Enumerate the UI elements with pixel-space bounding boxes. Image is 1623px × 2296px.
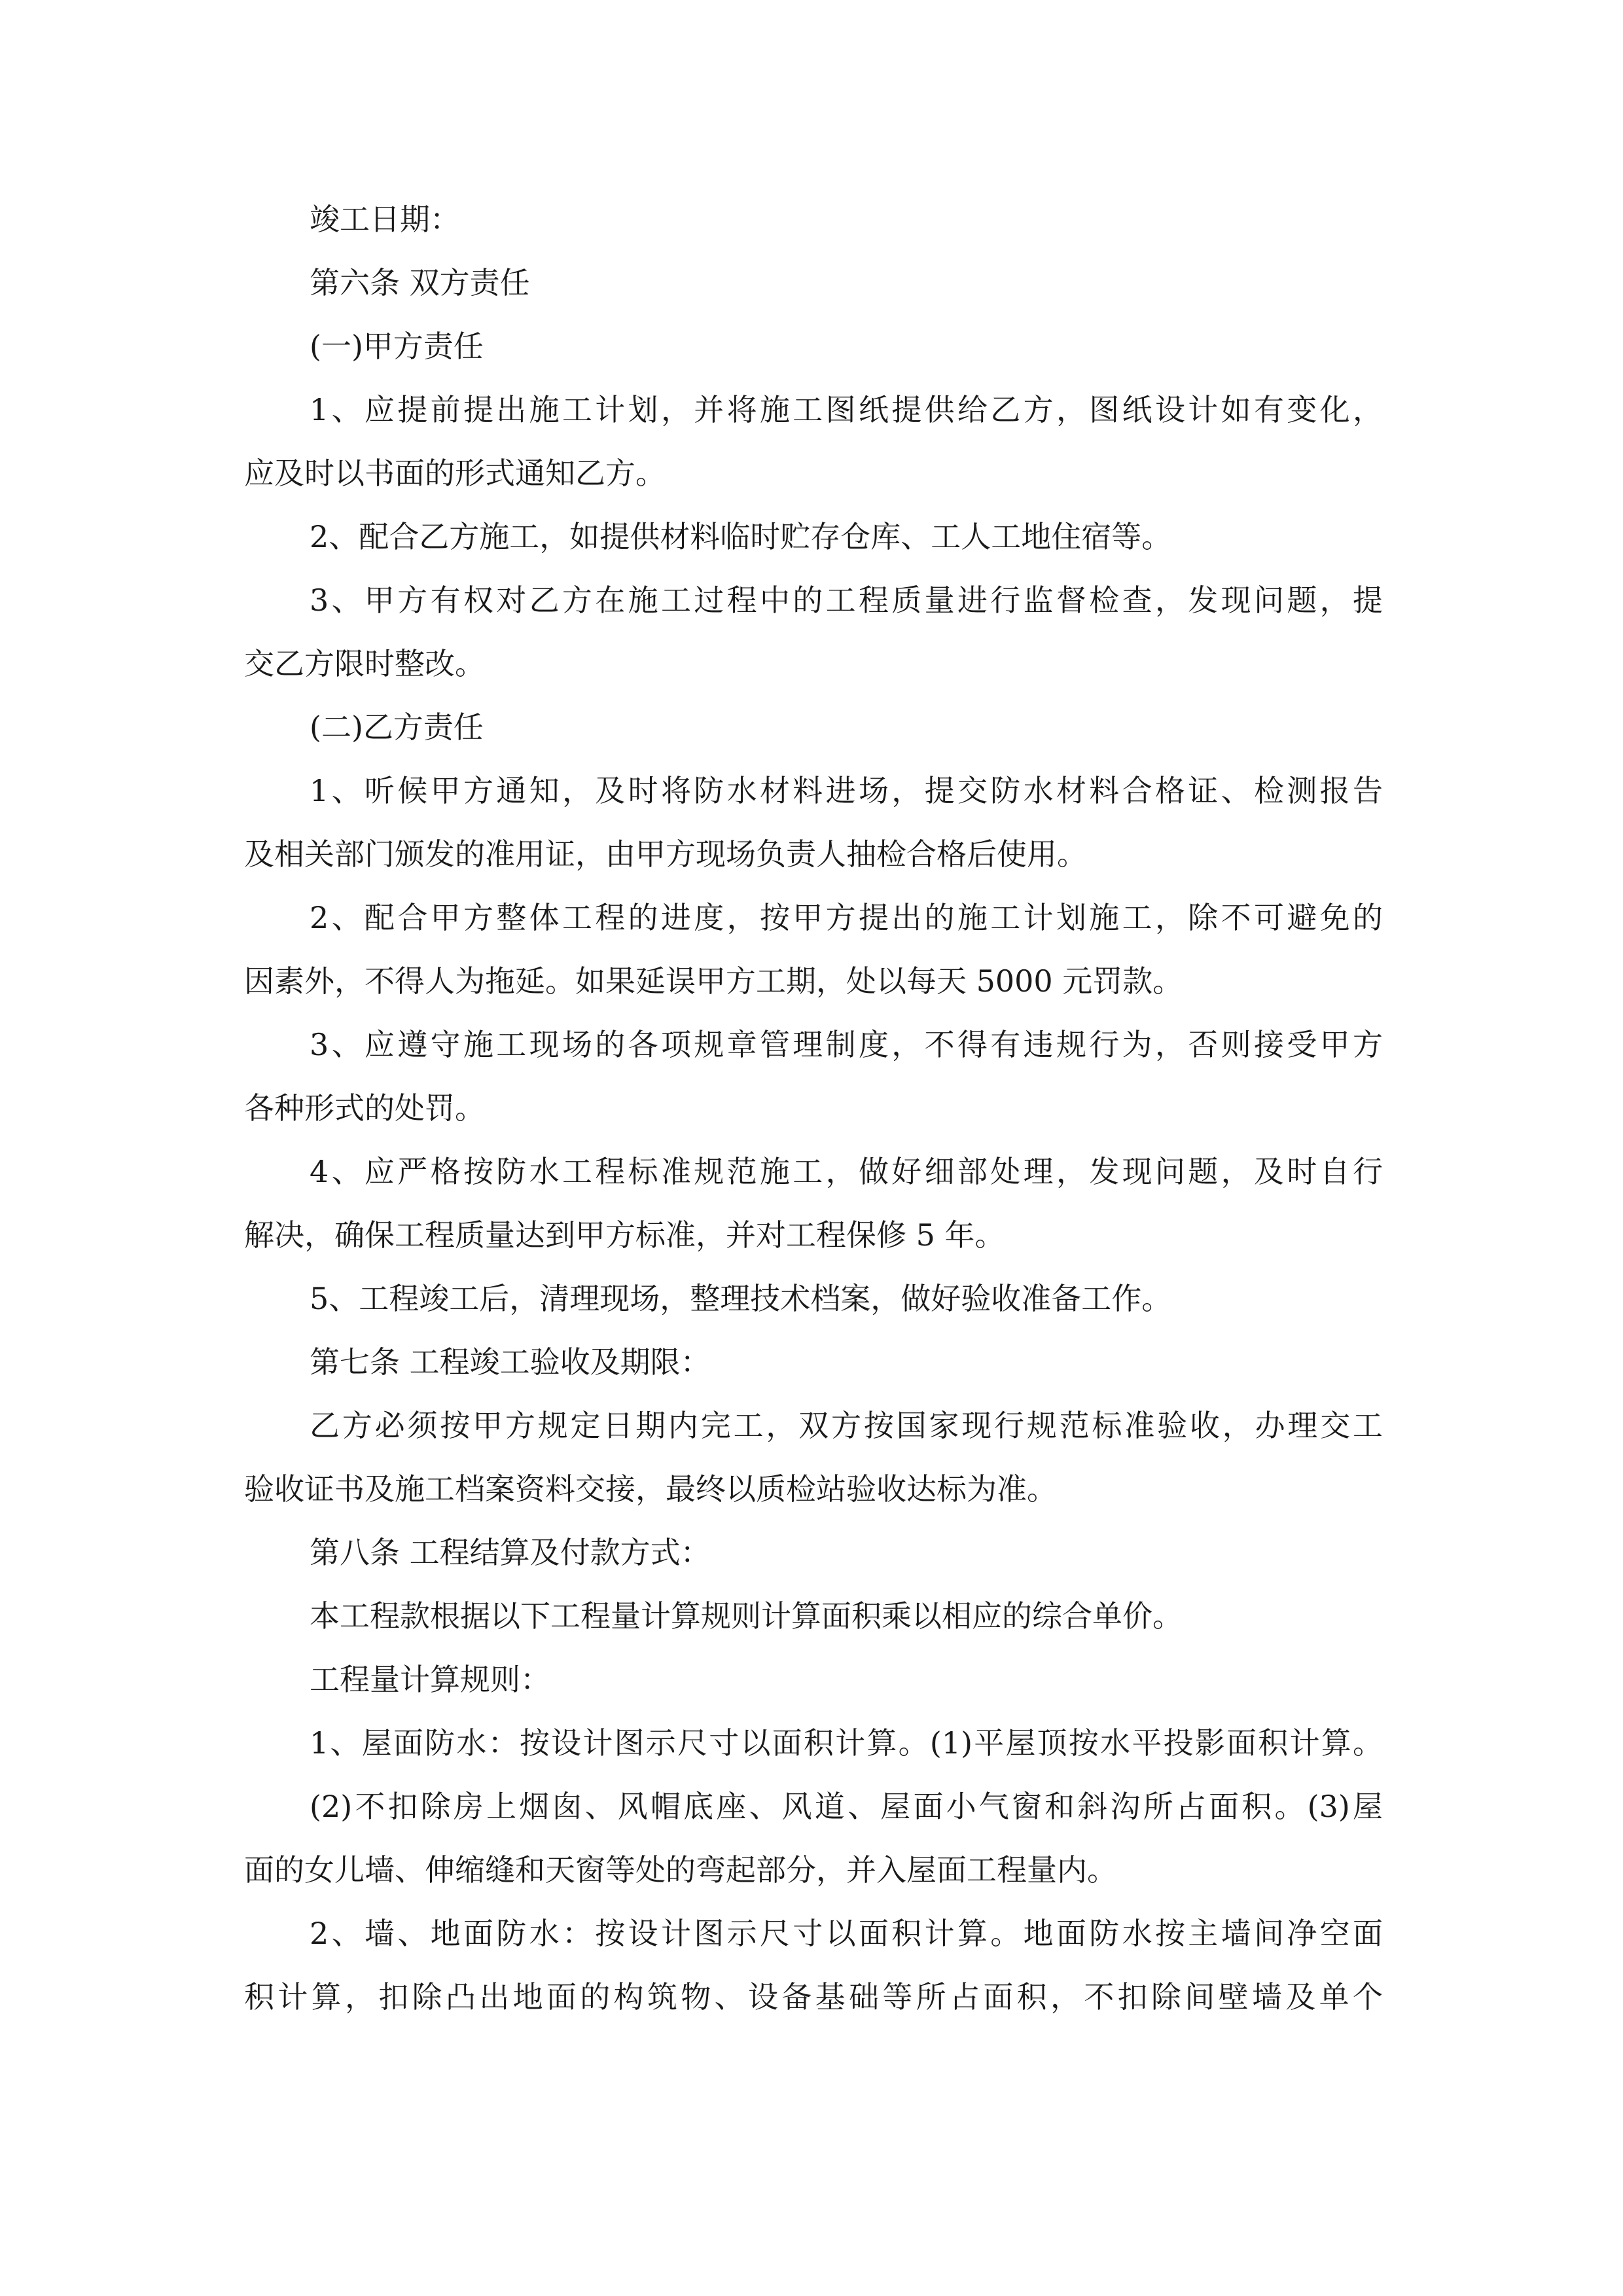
text-line: 4、应严格按防水工程标准规范施工，做好细部处理，发现问题，及时自行 bbox=[310, 1154, 1383, 1189]
text-line: 交乙方限时整改。 bbox=[244, 646, 485, 681]
text-line: 解决，确保工程质量达到甲方标准，并对工程保修 5 年。 bbox=[244, 1217, 1005, 1253]
heading-party-a-duties: (一)甲方责任 bbox=[310, 329, 484, 364]
text-line: 2、配合甲方整体工程的进度，按甲方提出的施工计划施工，除不可避免的 bbox=[310, 900, 1383, 935]
heading-party-b-duties: (二)乙方责任 bbox=[310, 709, 484, 745]
text-line: 本工程款根据以下工程量计算规则计算面积乘以相应的综合单价。 bbox=[310, 1598, 1183, 1634]
text-line: 2、墙、地面防水：按设计图示尺寸以面积计算。地面防水按主墙间净空面 bbox=[310, 1916, 1383, 1951]
heading-article-8: 第八条 工程结算及付款方式： bbox=[310, 1535, 711, 1570]
heading-article-6: 第六条 双方责任 bbox=[310, 265, 530, 300]
heading-calculation-rules: 工程量计算规则： bbox=[310, 1662, 550, 1697]
text-line: 1、应提前提出施工计划，并将施工图纸提供给乙方，图纸设计如有变化， bbox=[310, 392, 1383, 427]
text-line: 2、配合乙方施工，如提供材料临时贮存仓库、工人工地住宿等。 bbox=[310, 519, 1172, 554]
text-line: 3、应遵守施工现场的各项规章管理制度，不得有违规行为，否则接受甲方 bbox=[310, 1027, 1383, 1062]
text-line: 应及时以书面的形式通知乙方。 bbox=[244, 456, 666, 491]
text-line: 1、屋面防水：按设计图示尺寸以面积计算。(1)平屋顶按水平投影面积计算。 bbox=[310, 1725, 1383, 1761]
text-line: 验收证书及施工档案资料交接，最终以质检站验收达标为准。 bbox=[244, 1471, 1057, 1507]
text-line: (2)不扣除房上烟囱、风帽底座、风道、屋面小气窗和斜沟所占面积。(3)屋 bbox=[310, 1789, 1383, 1824]
text-line: 乙方必须按甲方规定日期内完工，双方按国家现行规范标准验收，办理交工 bbox=[310, 1408, 1383, 1443]
text-line: 3、甲方有权对乙方在施工过程中的工程质量进行监督检查，发现问题，提 bbox=[310, 583, 1383, 618]
text-line: 积计算，扣除凸出地面的构筑物、设备基础等所占面积，不扣除间壁墙及单个 bbox=[244, 1979, 1383, 2015]
text-line: 1、听候甲方通知，及时将防水材料进场，提交防水材料合格证、检测报告 bbox=[310, 773, 1383, 808]
text-line: 各种形式的处罚。 bbox=[244, 1090, 485, 1126]
heading-article-7: 第七条 工程竣工验收及期限： bbox=[310, 1344, 711, 1380]
text-line: 面的女儿墙、伸缩缝和天窗等处的弯起部分，并入屋面工程量内。 bbox=[244, 1852, 1117, 1888]
text-line: 5、工程竣工后，清理现场，整理技术档案，做好验收准备工作。 bbox=[310, 1281, 1172, 1316]
text-line: 及相关部门颁发的准用证，由甲方现场负责人抽检合格后使用。 bbox=[244, 836, 1087, 872]
text-line: 因素外，不得人为拖延。如果延误甲方工期，处以每天 5000 元罚款。 bbox=[244, 963, 1183, 999]
text-line-completion-date: 竣工日期： bbox=[310, 202, 460, 237]
